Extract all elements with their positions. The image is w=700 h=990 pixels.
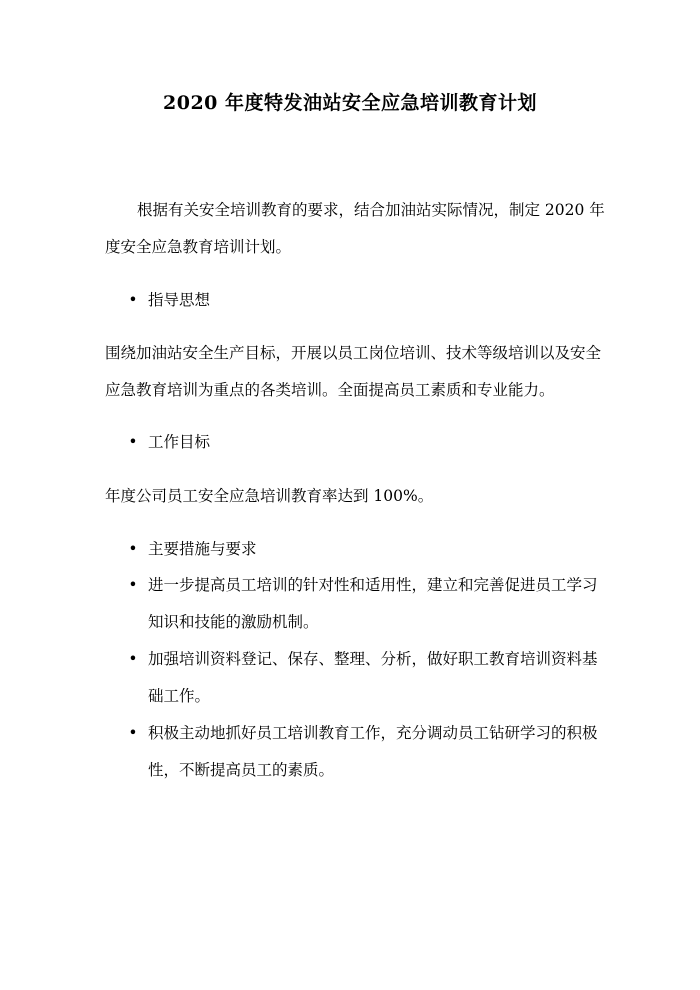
- goal-paragraph: 年度公司员工安全应急培训教育率达到 100%。: [105, 487, 434, 505]
- guiding-paragraph: 围绕加油站安全生产目标，开展以员工岗位培训、技术等级培训以及安全应急教育培训为重点的各类培训。全面提高员工素质和专业能力。: [105, 344, 602, 399]
- section-heading-label: 工作目标: [148, 433, 211, 451]
- measure-item-text: 积极主动地抓好员工培训教育工作，充分调动员工钻研学习的积极性，不断提高员工的素质。: [148, 724, 598, 779]
- bullet-icon: •: [128, 724, 138, 742]
- measure-item: [128, 567, 608, 641]
- document-title: 2020 年度特发油站安全应急培训教育计划: [163, 92, 537, 114]
- intro-paragraph: 根据有关安全培训教育的要求，结合加油站实际情况，制定 2020 年度安全应急教育培训计划。: [105, 201, 605, 256]
- bullet-icon: •: [128, 576, 138, 594]
- measure-item-text: 进一步提高员工培训的针对性和适用性，建立和完善促进员工学习知识和技能的激励机制。: [148, 576, 598, 631]
- section-heading-measures: [128, 531, 608, 568]
- bullet-icon: •: [128, 433, 138, 451]
- section-heading-goal: [128, 424, 608, 461]
- bullet-icon: •: [128, 291, 138, 309]
- bullet-icon: •: [128, 650, 138, 668]
- section-heading-guiding: [128, 282, 608, 319]
- section-heading-label: 指导思想: [148, 291, 211, 309]
- section-heading-label: 主要措施与要求: [148, 540, 257, 558]
- measure-item: [128, 715, 608, 789]
- measure-item-text: 加强培训资料登记、保存、整理、分析，做好职工教育培训资料基础工作。: [148, 650, 598, 705]
- bullet-icon: •: [128, 540, 138, 558]
- measure-item: [128, 641, 608, 715]
